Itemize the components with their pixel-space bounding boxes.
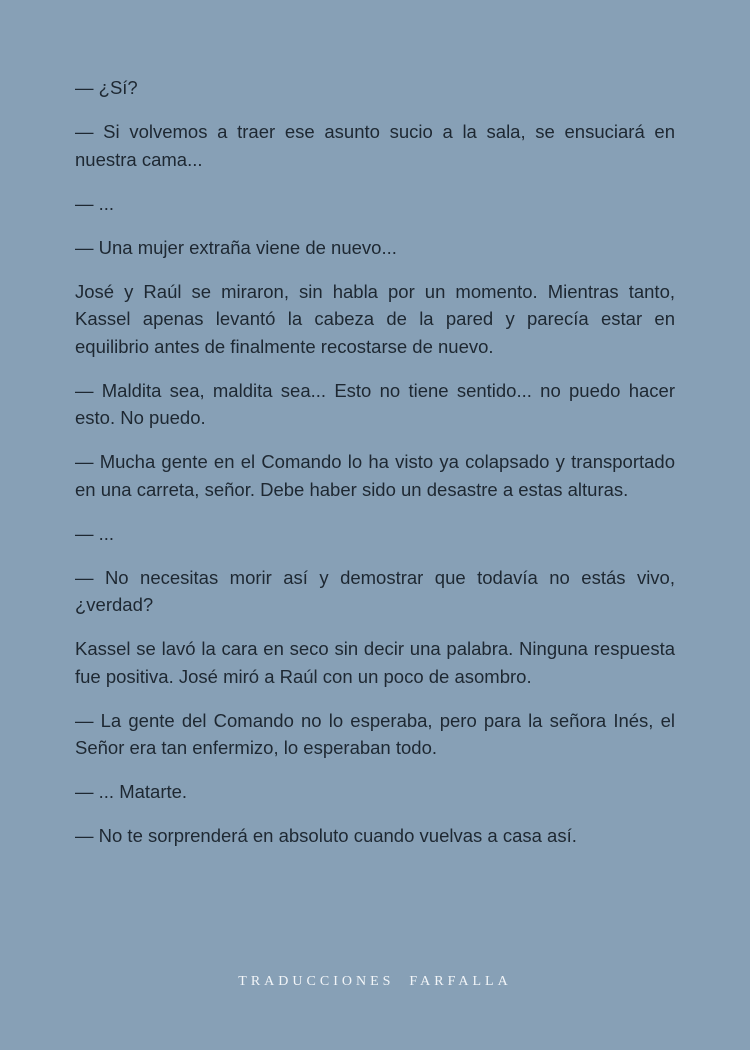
paragraph: — ... Matarte. [75, 781, 188, 802]
paragraph: — No necesitas morir así y demostrar que todavía no estás vivo, ¿verdad? [75, 566, 675, 615]
paragraph: — No te sorprenderá en absoluto cuando vuelvas a casa así. [75, 825, 577, 846]
paragraph: — ... [75, 522, 115, 544]
paragraph: José y Raúl se miraron, sin habla por un momento. Mientras tanto, Kassel apenas levantó la cabeza de la pared y parecía estar en equilibrio antes de finalmente recostarse de nuevo. [75, 280, 675, 357]
paragraph: — Si volvemos a traer ese asunto sucio a la sala, se ensuciará en nuestra cama... [75, 121, 675, 170]
paragraph: — ¿Sí? [75, 77, 138, 98]
paragraph: — ... [75, 192, 115, 214]
page-body [75, 74, 675, 866]
paragraph: — Maldita sea, maldita sea... Esto no tiene sentido... no puedo hacer esto. No puedo. [75, 379, 675, 428]
page-footer: TRADUCCIONES FARFALLA [238, 974, 512, 989]
paragraph: — La gente del Comando no lo esperaba, pero para la señora Inés, el Señor era tan enfermizo, lo esperaban todo. [75, 709, 675, 758]
paragraph: — Una mujer extraña viene de nuevo... [75, 236, 397, 258]
paragraph: Kassel se lavó la cara en seco sin decir una palabra. Ninguna respuesta fue positiva. José miró a Raúl con un poco de asombro. [75, 638, 675, 687]
paragraph: — Mucha gente en el Comando lo ha visto ya colapsado y transportado en una carreta, señor. Debe haber sido un desastre a estas alturas. [75, 451, 675, 500]
